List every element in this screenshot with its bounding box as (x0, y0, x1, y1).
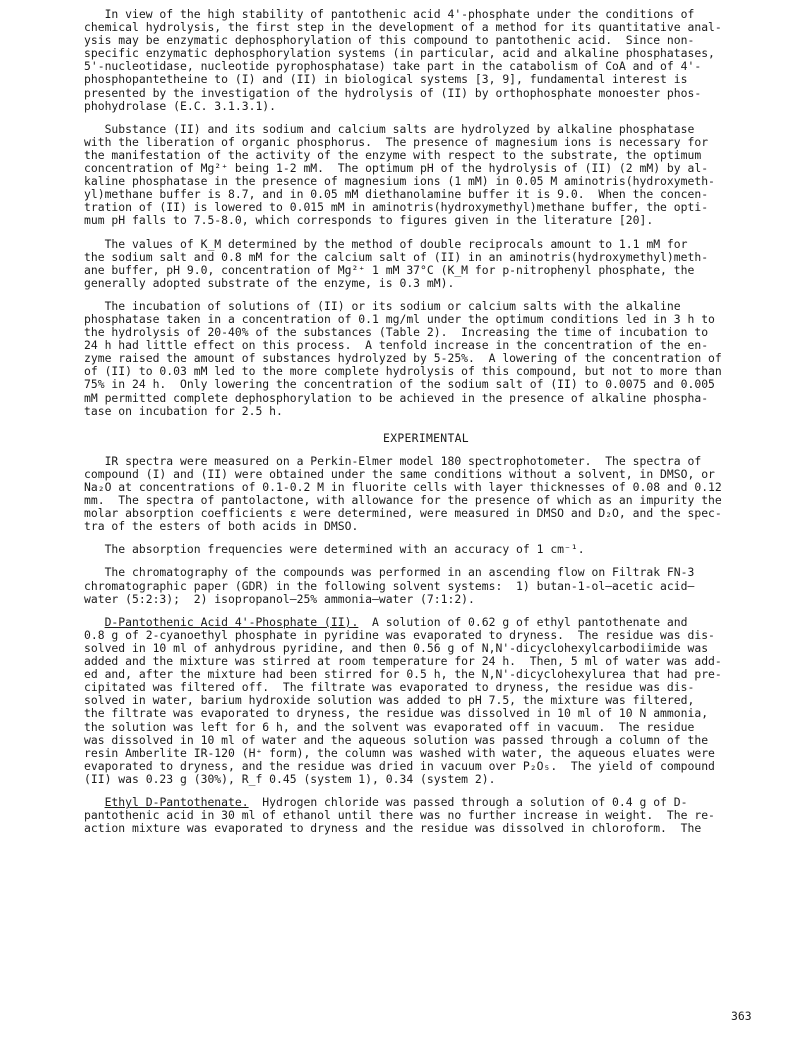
text-line: molar absorption coefficients ε were determined, were measured in DMSO and D₂O, and the spec- (84, 506, 722, 521)
text-line: The values of K_M determined by the method of double reciprocals amount to 1.1 mM for (84, 236, 688, 251)
experimental-text (84, 455, 768, 835)
text-line: In view of the high stability of pantothenic acid 4'-phosphate under the conditions of (84, 7, 695, 21)
text-line: IR spectra were measured on a Perkin-Elmer model 180 spectrophotometer. The spectra of (84, 453, 702, 468)
procedure-heading: Ethyl D-Pantothenate. (104, 794, 249, 809)
text-line: of (II) to 0.03 mM led to the more complete hydrolysis of this compound, but not to more than (84, 364, 722, 379)
text-line: chemical hydrolysis, the first step in the development of a method for its quantitative anal- (84, 20, 722, 35)
text-line: compound (I) and (II) were obtained under the same conditions without a solvent, in DMSO, or (84, 466, 715, 481)
text-line: resin Amberlite IR-120 (H⁺ form), the column was washed with water, the aqueous eluates were (84, 745, 715, 760)
paragraph-2 (84, 123, 768, 228)
text-line: the sodium salt and 0.8 mM for the calcium salt of (II) in an aminotris(hydroxymethyl)meth- (84, 249, 709, 264)
text-line: concentration of Mg²⁺ being 1-2 mM. The optimum pH of the hydrolysis of (II) (2 mM) by al- (84, 161, 709, 176)
text-line: 0.8 g of 2-cyanoethyl phosphate in pyridine was evaporated to dryness. The residue was dis- (84, 627, 715, 642)
procedure-pantothenic-acid-phosphate (84, 616, 768, 786)
text-line: 24 h had little effect on this process. A tenfold increase in the concentration of the en- (84, 338, 709, 353)
text-line: mum pH falls to 7.5-8.0, which corresponds to figures given in the literature [20]. (84, 213, 654, 228)
text-line: The absorption frequencies were determined with an accuracy of 1 cm⁻¹. (84, 542, 585, 557)
paragraph-4 (84, 300, 768, 418)
text-line: generally adopted substrate of the enzyme, is 0.3 mM). (84, 275, 455, 290)
text-line: the filtrate was evaporated to dryness, the residue was dissolved in 10 ml of 10 N ammonia, (84, 706, 709, 721)
text-line: phohydrolase (E.C. 3.1.3.1). (84, 98, 277, 113)
procedure-first-line: Hydrogen chloride was passed through a solution of 0.4 g of D- (248, 794, 688, 809)
text-line: The incubation of solutions of (II) or its sodium or calcium salts with the alkaline (84, 298, 681, 313)
text-line: specific enzymatic dephosphorylation systems (in particular, acid and alkaline phosphatases, (84, 46, 715, 61)
experimental-paragraph-1 (84, 455, 768, 534)
page-number: 363 (731, 1009, 752, 1023)
text-line: zyme raised the amount of substances hydrolyzed by 5-25%. A lowering of the concentration of (84, 351, 722, 366)
text-line: tra of the esters of both acids in DMSO. (84, 519, 359, 534)
text-line: with the liberation of organic phosphorus. The presence of magnesium ions is necessary for (84, 134, 709, 149)
text-line: tase on incubation for 2.5 h. (84, 403, 283, 418)
text-line: evaporated to dryness, and the residue was dried in vacuum over P₂O₅. The yield of compound (84, 758, 715, 773)
text-line: ysis may be enzymatic dephosphorylation of this compound to pantothenic acid. Since non- (84, 33, 695, 48)
text-line: Substance (II) and its sodium and calcium salts are hydrolyzed by alkaline phosphatase (84, 121, 695, 136)
experimental-paragraph-3 (84, 566, 768, 605)
page-body (84, 8, 768, 845)
text-line: presented by the investigation of the hydrolysis of (II) by orthophosphate monoester phos- (84, 85, 702, 100)
text-line: mm. The spectra of pantolactone, with allowance for the presence of which as an impurity the (84, 493, 722, 508)
procedure-heading: D-Pantothenic Acid 4'-Phosphate (II). (104, 614, 359, 629)
experimental-paragraph-2 (84, 543, 768, 556)
text-line: The chromatography of the compounds was performed in an ascending flow on Filtrak FN-3 (84, 565, 695, 580)
text-line: added and the mixture was stirred at room temperature for 24 h. Then, 5 ml of water was add- (84, 654, 722, 669)
paragraph-1 (84, 8, 768, 113)
procedure-first-line: A solution of 0.62 g of ethyl pantothenate and (358, 614, 688, 629)
text-line: water (5:2:3); 2) isopropanol—25% ammonia—water (7:1:2). (84, 591, 475, 606)
body-text (84, 8, 768, 418)
text-line: was dissolved in 10 ml of water and the aqueous solution was passed through a column of the (84, 732, 709, 747)
text-line: mM permitted complete dephosphorylation to be achieved in the presence of alkaline phospha- (84, 390, 709, 405)
text-line: action mixture was evaporated to dryness and the residue was dissolved in chloroform. The (84, 821, 702, 836)
text-line: 5'-nucleotidase, nucleotide pyrophosphatase) take part in the catabolism of CoA and of 4'- (84, 59, 702, 74)
text-line: phosphopantetheine to (I) and (II) in biological systems [3, 9], fundamental interest is (84, 72, 688, 87)
text-line: yl)methane buffer is 8.7, and in 0.05 mM diethanolamine buffer it is 9.0. When the concen- (84, 187, 709, 202)
section-title: EXPERIMENTAL (383, 430, 469, 445)
text-line: 75% in 24 h. Only lowering the concentration of the sodium salt of (II) to 0.0075 and 0.005 (84, 377, 715, 392)
paragraph-3 (84, 238, 768, 290)
text-line: (II) was 0.23 g (30%), R_f 0.45 (system 1), 0.34 (system 2). (84, 771, 496, 786)
text-line: kaline phosphatase in the presence of magnesium ions (1 mM) in 0.05 M aminotris(hydroxymeth- (84, 174, 715, 189)
text-line: cipitated was filtered off. The filtrate was evaporated to dryness, the residue was dis- (84, 680, 695, 695)
text-line: phosphatase taken in a concentration of 0.1 mg/ml under the optimum conditions led in 3 h to (84, 311, 715, 326)
text-line: the hydrolysis of 20-40% of the substances (Table 2). Increasing the time of incubation to (84, 325, 709, 340)
text-line: tration of (II) is lowered to 0.015 mM in aminotris(hydroxymethyl)methane buffer, the opti- (84, 200, 709, 215)
text-line: solved in water, barium hydroxide solution was added to pH 7.5, the mixture was filtered, (84, 693, 695, 708)
text-line: ed and, after the mixture had been stirred for 0.5 h, the N,N'-dicyclohexylurea that had pre- (84, 667, 722, 682)
text-line: pantothenic acid in 30 ml of ethanol until there was no further increase in weight. The re- (84, 808, 715, 823)
text-line: Na₂O at concentrations of 0.1-0.2 M in fluorite cells with layer thicknesses of 0.08 and 0.12 (84, 480, 722, 494)
text-line: the solution was left for 6 h, and the solvent was evaporated off in vacuum. The residue (84, 719, 695, 734)
procedure-ethyl-pantothenate (84, 796, 768, 835)
text-line: solved in 10 ml of anhydrous pyridine, and then 0.56 g of N,N'-dicyclohexylcarbodiimide was (84, 640, 709, 655)
text-line (84, 616, 768, 629)
text-line: the manifestation of the activity of the enzyme with respect to the substrate, the optimum (84, 147, 702, 162)
text-line: chromatographic paper (GDR) in the following solvent systems: 1) butan-1-ol—acetic acid— (84, 578, 695, 593)
text-line: ane buffer, pH 9.0, concentration of Mg²⁺ 1 mM 37°C (K_M for p-nitrophenyl phosphate, the (84, 262, 695, 277)
